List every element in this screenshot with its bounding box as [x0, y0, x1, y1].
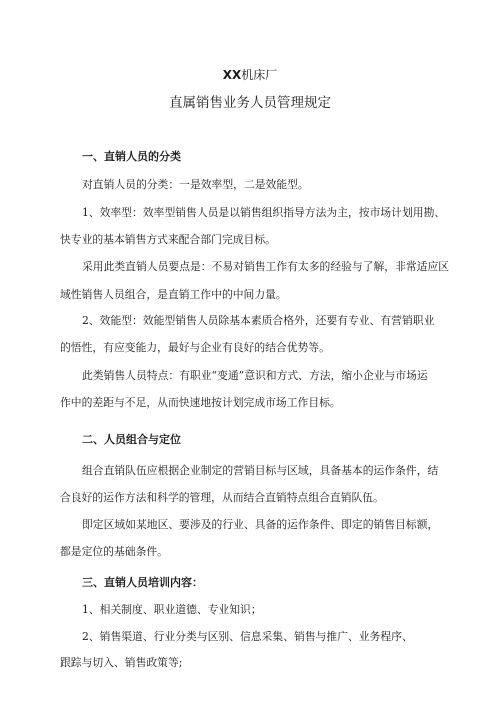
paragraph-line: 都是定位的基础条件。: [60, 545, 168, 558]
paragraph-line: 快专业的基本销售方式来配合部门完成目标。: [60, 233, 276, 246]
paragraph-line: 采用此类直销人员要点是：不易对销售工作有太多的经验与了解，非常适应区: [82, 260, 450, 273]
paragraph-line: 1、效率型：效率型销售人员是以销售组织指导方法为主，按市场计划用勘、: [82, 206, 446, 219]
section-heading: 一、直销人员的分类: [82, 150, 181, 163]
paragraph-line: 2、销售渠道、行业分类与区别、信息采集、销售与推广、业务程序、: [82, 630, 413, 643]
paragraph-line: 此类销售人员特点：有职业“变通”意识和方式、方法，缩小企业与市场运: [82, 369, 428, 382]
paragraph-line: 的悟性，有应变能力，最好与企业有良好的结合优势等。: [60, 341, 330, 354]
section-heading: 三、直销人员培训内容：: [82, 576, 203, 589]
paragraph-line: 对直销人员的分类：一是效率型，二是效能型。: [82, 178, 309, 191]
paragraph-line: 合良好的运作方法和科学的管理，从而结合直销特点组合直销队伍。: [60, 491, 384, 504]
paragraph-line: 1、相关制度、职业道德、专业知识；: [82, 603, 262, 616]
paragraph-line: 作中的差距与不足，从而快速地按计划完成市场工作目标。: [60, 396, 341, 409]
section-heading: 二、人员组合与定位: [82, 433, 181, 446]
organization-suffix: 机床厂: [241, 68, 278, 82]
paragraph-line: 组合直销队伍应根据企业制定的营销目标与区域，具备基本的运作条件，结: [82, 464, 439, 477]
paragraph-line: 2、效能型：效能型销售人员除基本素质合格外，还要有专业、有营销职业: [82, 314, 435, 327]
organization-prefix: XX: [222, 68, 242, 82]
paragraph-line: 域性销售人员组合，是直销工作中的中间力量。: [60, 288, 287, 301]
organization-name: [0, 67, 500, 83]
paragraph-line: 跟踪与切入、销售政策等;: [60, 656, 183, 669]
document-title: 直属销售业务人员管理规定: [169, 95, 331, 111]
paragraph-line: 即定区域如某地区、要涉及的行业、具备的运作条件、即定的销售目标额，: [82, 518, 439, 531]
